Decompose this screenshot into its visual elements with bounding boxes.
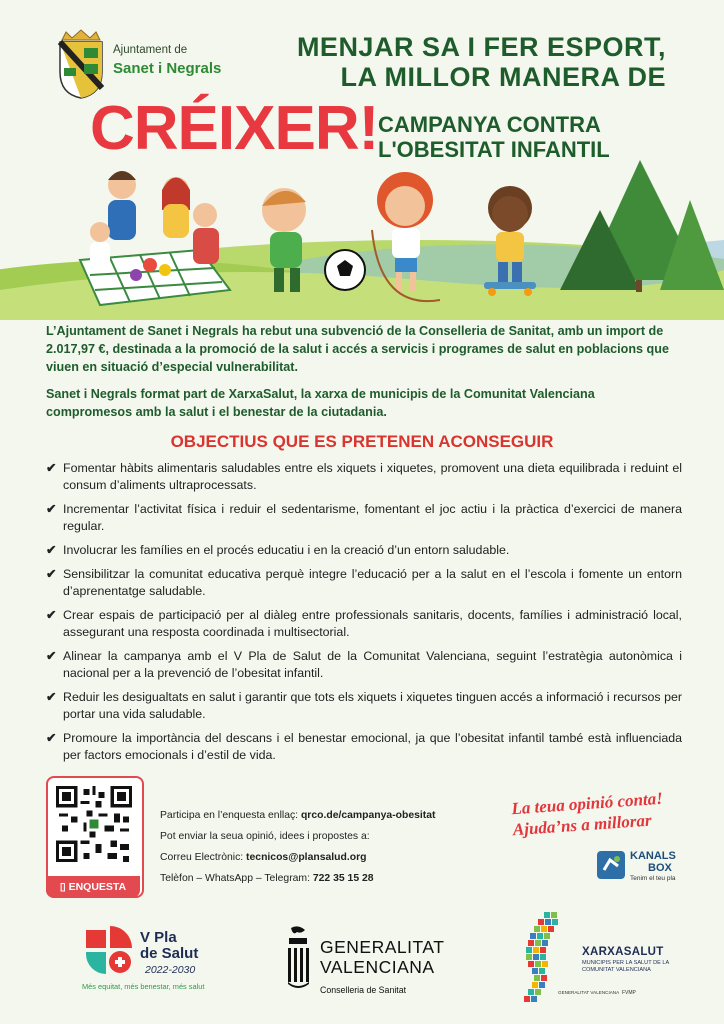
objective-text: Fomentar hàbits alimentaris saludables entre els xiquets i xiquetes, promovent una dieta equilibrada i reduint el consum d’aliments ultraprocessats.: [63, 461, 682, 492]
enquesta-button[interactable]: [46, 876, 140, 898]
creixer-headline: CRÉIXER!: [90, 94, 379, 163]
objective-text: Crear espais de participació per al diàleg entre professionals sanitaris, docents, famílies i administració local, assegurant una resposta coordinada i multisectorial.: [63, 608, 682, 639]
objective-text: Alinear la campanya amb el V Pla de Salut de la Comunitat Valenciana, seguint l’estratègia autonòmica i nacional per a la prevenció de l’obesitat infantil.: [63, 649, 682, 680]
opinion-line-2: Ajuda’ns a millorar: [512, 810, 653, 840]
contact-info: [160, 805, 436, 889]
survey-link-label: Participa en l’enquesta enllaç:: [160, 810, 301, 821]
objective-text: Involucrar les famílies en el procés educatiu i en la creació d’un entorn saludable.: [63, 543, 510, 557]
survey-qr-card[interactable]: [46, 776, 144, 898]
generalitat-line-1: GENERALITAT: [320, 937, 445, 957]
check-icon: ✔: [46, 608, 57, 622]
objective-text: Incrementar l’activitat física i reduir el sedentarisme, fomentant el joc actiu i la pràctica d’exercici de manera regular.: [63, 502, 682, 533]
survey-link-line: [160, 805, 436, 826]
objective-item: [46, 730, 682, 764]
email-line: [160, 847, 436, 868]
kanals-name: [630, 850, 676, 874]
check-icon: ✔: [46, 567, 57, 581]
check-icon: ✔: [46, 649, 57, 663]
send-opinion-line: Pot enviar la seua opinió, idees i propostes a:: [160, 831, 370, 842]
objective-item: [46, 542, 682, 559]
municipal-coat-of-arms-logo: [56, 28, 106, 100]
opinion-slogan: [511, 788, 665, 840]
generalitat-emblem-icon: [283, 924, 313, 990]
intro-text: [46, 322, 680, 430]
v-pla-line-1: V Pla: [140, 929, 177, 946]
ajuntament-name: Sanet i Negrals: [113, 60, 222, 77]
generalitat-line-2: VALENCIANA: [320, 957, 435, 977]
ajuntament-label: Ajuntament de: [113, 44, 188, 56]
objective-item: [46, 648, 682, 682]
campaign-line-2: L'OBESITAT INFANTIL: [378, 137, 610, 162]
check-icon: ✔: [46, 461, 57, 475]
v-pla-line-2: de Salut: [140, 945, 199, 962]
objective-item: [46, 460, 682, 494]
kanals-box-icon: [596, 850, 626, 880]
v-pla-title: [140, 930, 198, 962]
xarxasalut-name: XARXASALUT: [582, 946, 664, 958]
campaign-headline: [297, 32, 666, 92]
objective-text: Promoure la importància del descans i el benestar emocional, ja que l’obesitat infantil també està influenciada per factors emocionals i d’estil de vida.: [63, 731, 682, 762]
kanals-name-line-2: BOX: [648, 862, 672, 874]
phone-number[interactable]: 722 35 15 28: [312, 873, 374, 884]
email-link[interactable]: tecnicos@plansalud.org: [246, 852, 367, 863]
check-icon: ✔: [46, 502, 57, 516]
opinion-line-1: La teua opinió conta!: [510, 788, 664, 819]
intro-paragraph-1: L’Ajuntament de Sanet i Negrals ha rebut una subvenció de la Conselleria de Sanitat, amb un import de 2.017,97 €, destinada a la promoció de la salut i accés a servicis i programes de salut en poblacions que viuen en situació d’especial vulnerabilitat.: [46, 324, 669, 374]
objectives-list: [46, 460, 682, 771]
v-pla-de-salut-logo: [82, 924, 134, 976]
phone-line: [160, 868, 436, 889]
objective-text: Sensibilitzar la comunitat educativa perquè integre l’educació per a la salut en el l’escola i fomente un entorn d’aprenentatge saludable.: [63, 567, 682, 598]
xarxa-generalitat-label: GENERALITAT VALENCIANA: [558, 990, 620, 995]
headline-line-2: LA MILLOR MANERA DE: [340, 62, 666, 92]
qr-code[interactable]: [56, 786, 132, 862]
phone-icon: ▯: [59, 881, 69, 893]
campaign-line-1: CAMPANYA CONTRA: [378, 112, 601, 137]
phone-label: Telèfon – WhatsApp – Telegram:: [160, 873, 313, 884]
objective-item: [46, 501, 682, 535]
objectives-title: OBJECTIUS QUE ES PRETENEN ACONSEGUIR: [170, 432, 554, 451]
survey-link[interactable]: qrco.de/campanya-obesitat: [300, 810, 436, 821]
email-label: Correu Electrònic:: [160, 852, 247, 863]
headline-line-1: MENJAR SA I FER ESPORT,: [296, 32, 666, 62]
check-icon: ✔: [46, 690, 57, 704]
intro-paragraph-2: Sanet i Negrals format part de XarxaSalut, la xarxa de municipis de la Comunitat Valenciana compromesos amb la salut i el benestar de la ciutadania.: [46, 387, 595, 419]
v-pla-tagline: Més equitat, més benestar, més salut: [82, 982, 205, 991]
objective-item: [46, 607, 682, 641]
xarxasalut-map-logo: [514, 910, 580, 1010]
objective-item: [46, 566, 682, 600]
check-icon: ✔: [46, 731, 57, 745]
generalitat-name: [320, 937, 444, 977]
kanals-name-line-1: KANALS: [630, 850, 676, 862]
kanals-box-logo: [596, 850, 686, 884]
objective-item: [46, 689, 682, 723]
fvmp-logo-label: FVMP: [622, 990, 636, 996]
kanals-tagline: Tenim el teu pla: [630, 875, 676, 882]
enquesta-button-label: ENQUESTA: [68, 881, 127, 893]
conselleria-label: Conselleria de Sanitat: [320, 985, 407, 995]
objective-text: Reduir les desigualtats en salut i garantir que tots els xiquets i xiquetes tinguen accés a informació i recursos per portar una vida saludable.: [63, 690, 682, 721]
children-playing-illustration: [0, 140, 724, 320]
check-icon: ✔: [46, 543, 57, 557]
v-pla-years: 2022-2030: [145, 964, 196, 976]
xarxasalut-subtitle: MUNICIPIS PER LA SALUT DE LA COMUNITAT VALENCIANA: [582, 960, 669, 973]
